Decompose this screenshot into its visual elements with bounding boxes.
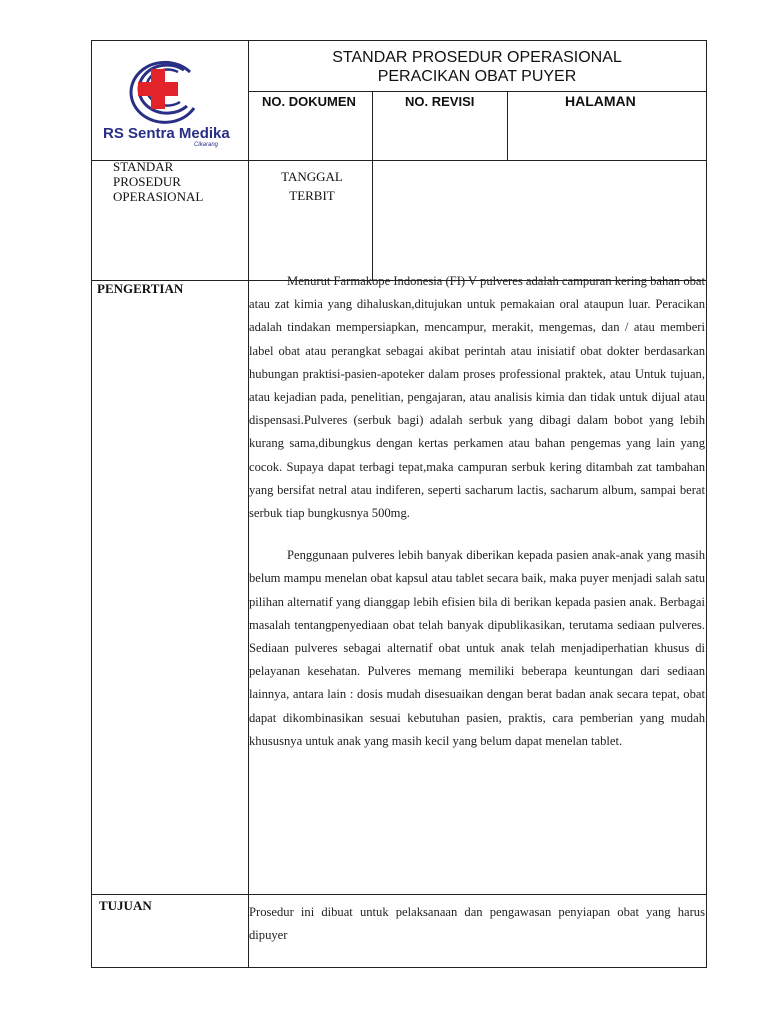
pengertian-label: PENGERTIAN [97,281,184,296]
divider-dokumen [372,91,373,281]
tanggal-terbit-label [272,167,352,205]
doc-title-line2: PERACIKAN OBAT PUYER [377,68,577,85]
divider-pengertian-row [91,894,707,895]
divider-revisi [507,91,508,160]
tanggal-line2: TERBIT [289,188,335,203]
pengertian-paragraph-2: Penggunaan pulveres lebih banyak diberikan kepada pasien anak-anak yang masih belum mampu menelan obat kapsul atau tablet secara baik, maka puyer menjadi salah satu pilihan alternatif yang dianggap lebih efisien bila di berikan kepada pasien anak. Berbagai masalah tentangpenyediaan obat telah banyak dipublikasikan, terutama sediaan pulveres. Sediaan pulveres sebagai alternatif obat untuk anak telah menjadiperhatian khusus di pelayanan kesehatan. Pulveres memang memiliki beberapa keuntungan dari sediaan lainnya, antara lain : dosis mudah disesuaikan dengan berat badan anak secara tepat, obat dapat dikombinasikan sesuai kebutuhan pasien, praktis, cara pemberian yang mudah khususnya untuk anak yang masih kecil yang belum dapat menelan tablet. [249,548,705,748]
no-dokumen-header: NO. DOKUMEN [262,94,356,109]
sop-label-line1: STANDAR [113,159,174,174]
no-revisi-header: NO. REVISI [405,94,475,109]
halaman-header: HALAMAN [565,93,636,109]
pengertian-content [249,270,705,753]
tujuan-text: Prosedur ini dibuat untuk pelaksanaan dan pengawasan penyiapan obat yang harus dipuyer [249,905,705,943]
tujuan-label: TUJUAN [99,898,152,913]
divider-title [248,91,706,92]
sop-label-line2: PROSEDUR [113,174,181,189]
tujuan-content [249,901,705,947]
doc-title-line1: STANDAR PROSEDUR OPERASIONAL [332,49,622,66]
brand-location: Cikarang [194,142,219,148]
sop-label [113,159,203,204]
tanggal-line1: TANGGAL [281,169,343,184]
sop-label-line3: OPERASIONAL [113,189,204,204]
pengertian-paragraph-1: Menurut Farmakope Indonesia (FI) V pulveres adalah campuran kering bahan obat atau zat kimia yang dihaluskan,ditujukan untuk pemakaian oral ataupun luar. Peracikan adalah tindakan mempersiapkan, mencampur, merakit, mengemas, dan / atau memberi label obat atau perangkat sebagai akibat perintah atau inisiatif obat dokter berdasarkan hubungan praktisi-pasien-apoteker dalam proses professional praktek, atau Untuk tujuan, atau kejadian pada, penelitian, pengajaran, atau analisis kimia dan tidak untuk dijual atau dispensasi.Pulveres (serbuk bagi) adalah serbuk yang dibagi dalam bobot yang lebih kurang sama,dibungkus dengan kertas perkamen atau bahan pengemas yang lain yang cocok. Supaya dapat terbagi tepat,maka campuran serbuk kering ditambah zat tambahan yang bersifat netral atau indiferen, seperti sacharum lactis, sacharum album, sampai berat serbuk tiap bungkusnya 500mg. [249,274,705,521]
brand-name: RS Sentra Medika [103,125,230,142]
